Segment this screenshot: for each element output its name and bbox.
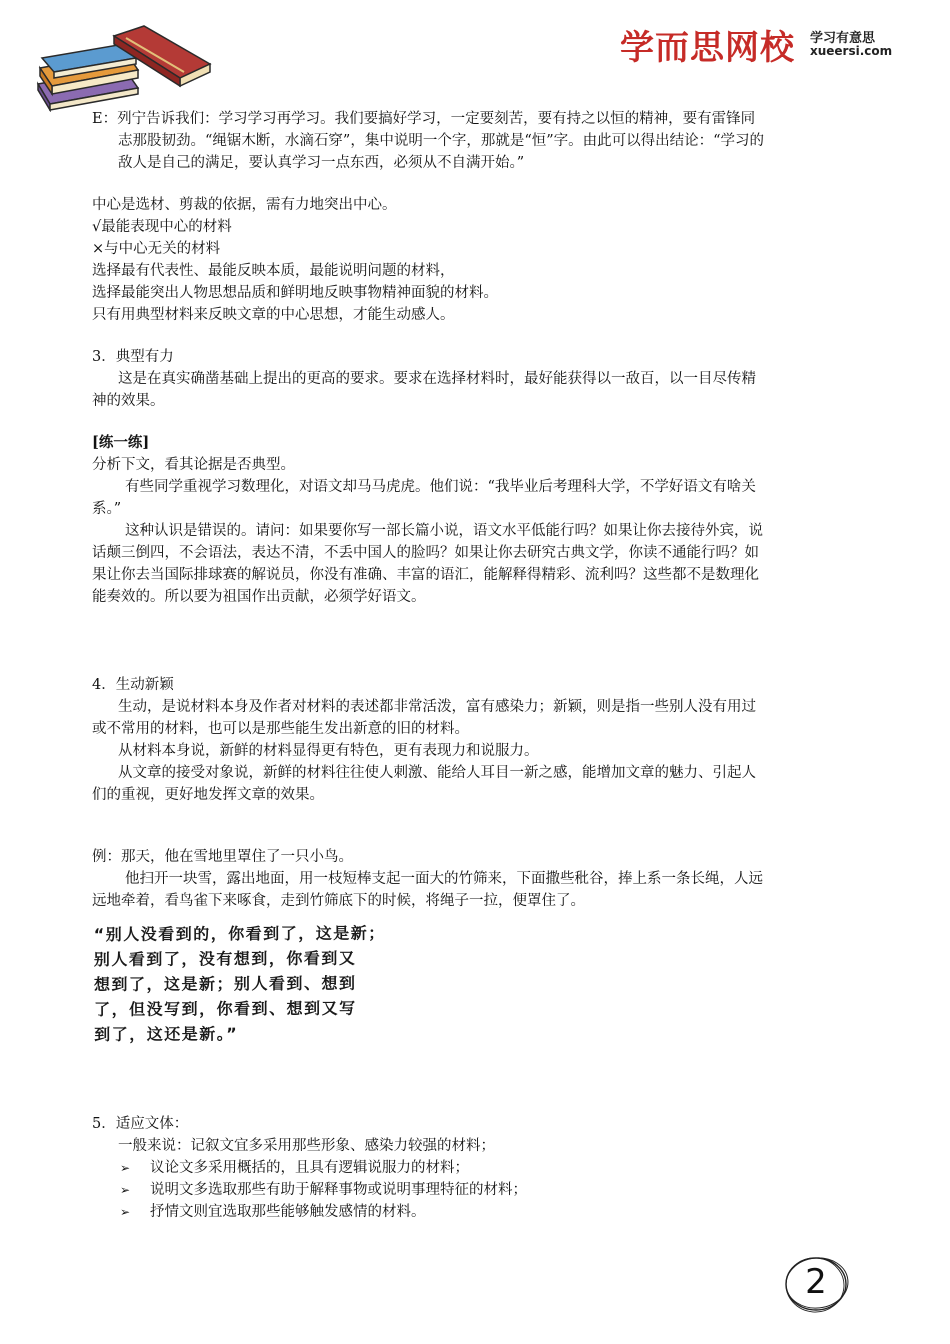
- paragraph-line: 从文章的接受对象说，新鲜的材料往往使人刺激、能给人耳目一新之感，能增加文章的魅力、引起人: [118, 765, 756, 781]
- paragraph-line: 能奏效的。所以要为祖国作出贡献，必须学好语文。: [92, 589, 426, 605]
- logo-url: xueersi.com: [810, 44, 893, 58]
- section-e-example: [92, 108, 862, 174]
- paragraph-line: 敌人是自己的满足，要认真学习一点东西，必须从不自满开始。”: [118, 155, 525, 171]
- bullet-text: 说明文多选取那些有助于解释事物或说明事理特征的材料；: [150, 1182, 527, 1198]
- section-title: 4．生动新颖: [92, 677, 174, 693]
- section-vivid: [92, 674, 862, 806]
- section-typical: [92, 346, 862, 412]
- paragraph-line: 远地牵着，看鸟雀下来啄食，走到竹筛底下的时候，将绳子一拉，便罩住了。: [92, 893, 585, 909]
- brand-logo: [620, 18, 900, 68]
- page-number: [782, 1254, 850, 1314]
- paragraph-line: 这是在真实确凿基础上提出的更高的要求。要求在选择材料时，最好能获得以一敌百，以一目尽传精: [118, 371, 756, 387]
- quote-line: 了，但没写到，你看到、想到又写: [94, 998, 357, 1020]
- arrow-bullet-icon: ➢: [120, 1183, 131, 1197]
- paragraph-line: 从材料本身说，新鲜的材料显得更有特色，更有表现力和说服力。: [118, 743, 539, 759]
- logo-text: 学而思网校: [620, 28, 795, 68]
- practice-title: [练一练]: [92, 434, 150, 451]
- logo-slogan: 学习有意思: [810, 31, 876, 46]
- document-body: [92, 108, 862, 1223]
- paragraph-line: 志那股韧劲。“绳锯木断，水滴石穿”，集中说明一个字，那就是“恒”字。由此可以得出结论：“学习的: [118, 133, 765, 149]
- section-genre: [92, 1113, 862, 1223]
- paragraph-line: 们的重视，更好地发挥文章的效果。: [92, 787, 324, 803]
- paragraph-line: 他扫开一块雪，露出地面，用一枝短棒支起一面大的竹筛来，下面撒些秕谷，捧上系一条长绳，人远: [125, 871, 763, 887]
- paragraph-line: 例：那天，他在雪地里罩住了一只小鸟。: [92, 849, 353, 865]
- paragraph-line: 中心是选材、剪裁的依据，需有力地突出中心。: [92, 197, 397, 213]
- paragraph-line: 选择最有代表性、最能反映本质，最能说明问题的材料，: [92, 263, 455, 279]
- paragraph-line: 选择最能突出人物思想品质和鲜明地反映事物精神面貌的材料。: [92, 285, 498, 301]
- paragraph-line: 神的效果。: [92, 393, 165, 409]
- paragraph-line: 一般来说：记叙文宜多采用那些形象、感染力较强的材料；: [118, 1138, 495, 1154]
- quote-line: 想到了，这是新；别人看到、想到: [93, 973, 357, 995]
- arrow-bullet-icon: ➢: [120, 1205, 131, 1219]
- paragraph-line: 系。”: [92, 501, 122, 517]
- bullet-item: [92, 1179, 862, 1201]
- paragraph-line: 有些同学重视学习数理化，对语文却马马虎虎。他们说：“我毕业后考理科大学，不学好语文有啥关: [125, 479, 756, 495]
- arrow-bullet-icon: ➢: [120, 1161, 131, 1175]
- handwritten-quote: [92, 916, 863, 1049]
- section-title: 5．适应文体：: [92, 1116, 189, 1132]
- practice-intro: 分析下文，看其论据是否典型。: [92, 457, 295, 473]
- paragraph-line: 或不常用的材料，也可以是那些能生发出新意的旧的材料。: [92, 721, 469, 737]
- paragraph-line: 话颠三倒四，不会语法，表达不清，不丢中国人的脸吗？如果让你去研究古典文学，你读不通能行吗？如: [92, 545, 759, 561]
- paragraph-line: 果让你去当国际排球赛的解说员，你没有准确、丰富的语汇，能解释得精彩、流利吗？这些都不是数理化: [92, 567, 759, 583]
- bullet-text: 议论文多采用概括的，且具有逻辑说服力的材料；: [150, 1160, 469, 1176]
- bullet-text: 抒情文则宜选取那些能够触发感情的材料。: [150, 1204, 426, 1220]
- books-illustration: [34, 22, 214, 112]
- page-number-text: 2: [805, 1262, 827, 1302]
- paragraph-line: E：列宁告诉我们：学习学习再学习。我们要搞好学习，一定要刻苦，要有持之以恒的精神，要有雷锋同: [92, 111, 756, 127]
- section-center: [92, 194, 862, 326]
- bullet-item: [92, 1157, 862, 1179]
- paragraph-line: 这种认识是错误的。请问：如果要你写一部长篇小说，语文水平低能行吗？如果让你去接待外宾，说: [125, 523, 763, 539]
- section-example: [92, 846, 862, 1047]
- quote-line: “别人没看到的，你看到了，这是新；: [93, 923, 386, 945]
- section-practice: [92, 432, 862, 608]
- paragraph-line: 只有用典型材料来反映文章的中心思想，才能生动感人。: [92, 307, 455, 323]
- check-item: √最能表现中心的材料: [92, 219, 232, 235]
- bullet-item: [92, 1201, 862, 1223]
- section-title: 3．典型有力: [92, 349, 174, 365]
- quote-line: 到了，这还是新。”: [94, 1024, 239, 1045]
- paragraph-line: 生动，是说材料本身及作者对材料的表述都非常活泼，富有感染力；新颖，则是指一些别人没有用过: [118, 699, 756, 715]
- cross-item: ×与中心无关的材料: [92, 241, 221, 257]
- quote-line: 别人看到了，没有想到，你看到又: [93, 948, 357, 970]
